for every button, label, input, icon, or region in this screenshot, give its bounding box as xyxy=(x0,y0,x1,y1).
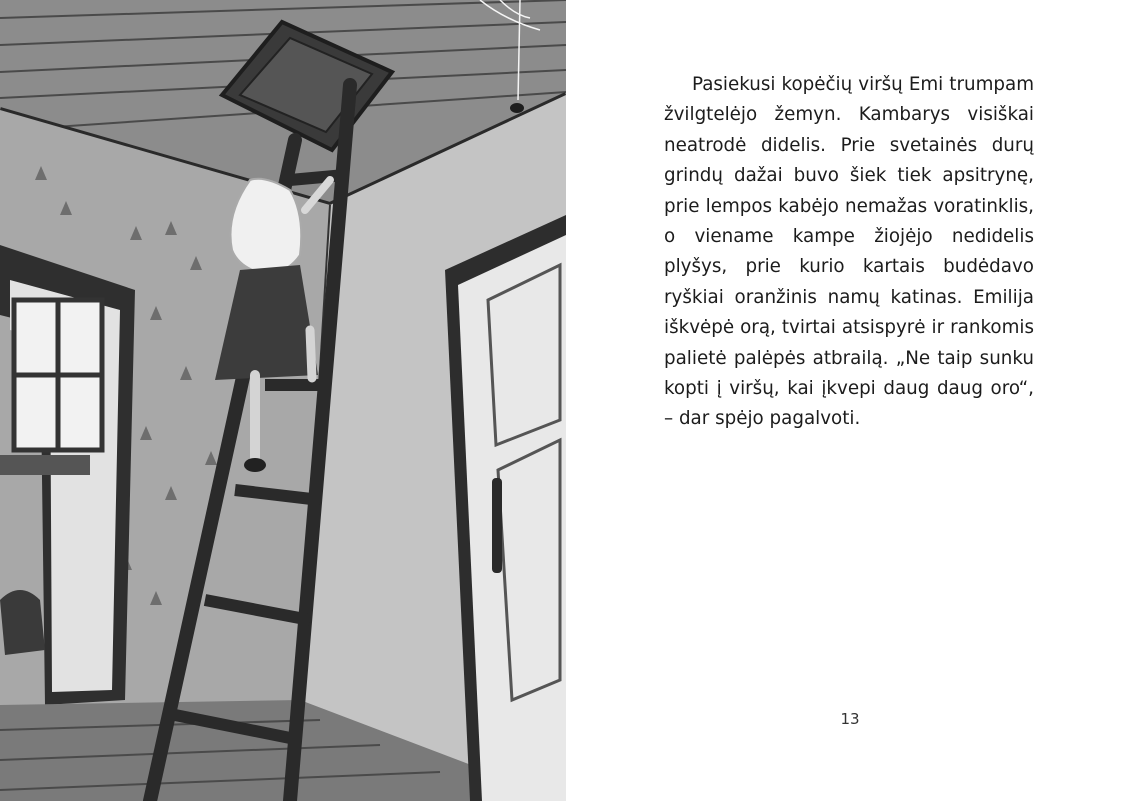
page-number: 13 xyxy=(840,710,860,728)
story-paragraph: Pasiekusi kopėčių viršų Emi trumpam žvilgtelėjo žemyn. Kambarys visiškai neatrodė didelis. Prie svetainės durų grindų dažai buvo šiek tiek apsitrynę, prie lempos kabėjo nemažas voratinklis, o viename kampe žiojėjo nedidelis plyšys, prie kurio kartais budėdavo ryškiai oranžinis namų katinas. Emilija iškvėpė orą, tvirtai atsispyrė ir rankomis palietė palėpės atbrailą. „Ne taip sunku kopti į viršų, kai įkvepi daug daug oro“, – dar spėjo pagalvoti. xyxy=(664,74,1034,430)
illustration-girl-on-ladder xyxy=(0,0,566,801)
text-page xyxy=(566,0,1133,801)
illustration-drawing xyxy=(0,0,566,801)
